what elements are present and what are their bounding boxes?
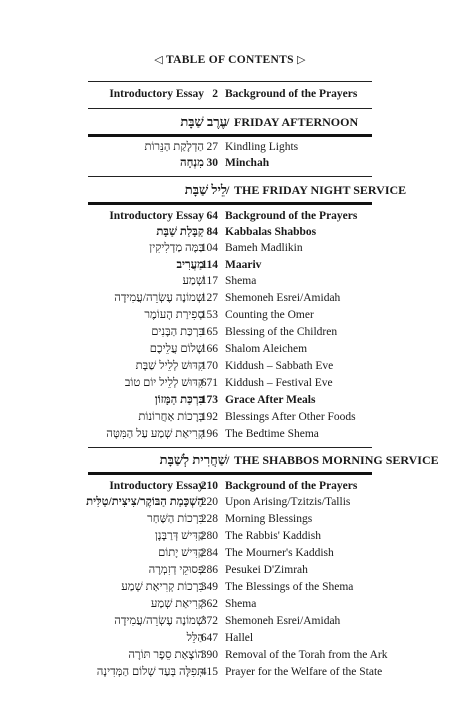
entry-title: Shemoneh Esrei/Amidah xyxy=(225,615,341,627)
page-number: 647 xyxy=(200,632,218,644)
page-number: 349 xyxy=(200,581,218,593)
page-number: 192 xyxy=(200,411,218,423)
entry-title: Morning Blessings xyxy=(225,513,313,525)
page-number: 104 xyxy=(200,242,218,254)
entry-title: Kiddush – Sabbath Eve xyxy=(225,360,334,372)
entry-hebrew: מִנְחָה xyxy=(180,157,204,169)
entry-hebrew: קַדִּישׁ יָתוֹם xyxy=(158,547,204,559)
entry-title: Maariv xyxy=(225,259,262,271)
entry-hebrew: שְׁמַע xyxy=(182,275,204,287)
entry-hebrew: Introductory Essay xyxy=(109,210,204,222)
entry-title: Shemoneh Esrei/Amidah xyxy=(225,292,341,304)
entry-title: The Bedtime Shema xyxy=(225,428,319,440)
toc-entry[interactable] xyxy=(0,409,460,425)
toc-title xyxy=(0,53,460,66)
entry-title: Background of the Prayers xyxy=(225,210,358,222)
page-number: 390 xyxy=(200,649,218,661)
entry-hebrew: הַדְלָקַת הַנֵּרוֹת xyxy=(144,141,204,153)
entry-title: Shalom Aleichem xyxy=(225,343,308,355)
entry-title: Grace After Meals xyxy=(225,394,316,406)
toc-entry[interactable] xyxy=(0,155,460,171)
section-divider xyxy=(88,202,372,205)
divider xyxy=(88,447,372,448)
title-right-ornament: ▷ xyxy=(296,54,306,66)
entry-hebrew: שְׁמוֹנֶה עֶשְׂרֵה/עֲמִידָה xyxy=(114,615,204,627)
toc-entry[interactable] xyxy=(0,664,460,680)
entry-hebrew: בִּרְכַּת הַמָּזוֹן xyxy=(154,394,204,406)
entry-hebrew: סְפִירַת הָעוֹמֶר xyxy=(144,309,204,321)
entry-hebrew: בִּרְכַּת הַבָּנִים xyxy=(151,326,204,338)
toc-entry[interactable] xyxy=(0,494,460,510)
toc-entry[interactable] xyxy=(0,208,460,224)
section-slash: / xyxy=(226,453,230,467)
entry-hebrew: הַשְׁכָּמַת הַבּוֹקֶר/צִיצִית/טַלִּית xyxy=(86,496,204,508)
page-number: 127 xyxy=(200,292,218,304)
page-number: 2 xyxy=(212,88,218,100)
toc-entry[interactable] xyxy=(0,257,460,273)
section-slash: / xyxy=(226,183,230,197)
entry-hebrew: קִדּוּשׁ לְלֵיל יוֹם טוֹב xyxy=(124,377,204,389)
entry-hebrew: קִדּוּשׁ לְלֵיל שַׁבָּת xyxy=(135,360,204,372)
toc-entry[interactable] xyxy=(0,562,460,578)
entry-title: Kabbalas Shabbos xyxy=(225,226,317,238)
divider xyxy=(88,81,372,82)
section-english-title: THE SHABBOS MORNING SERVICE xyxy=(234,453,439,467)
entry-title: Shema xyxy=(225,598,257,610)
toc-entry[interactable] xyxy=(0,392,460,408)
page-number: 284 xyxy=(200,547,218,559)
divider xyxy=(88,108,372,109)
page-number: 84 xyxy=(206,226,218,238)
section-english-title: FRIDAY AFTERNOON xyxy=(234,115,359,129)
toc-entry[interactable] xyxy=(0,224,460,240)
title-left-ornament: ◁ xyxy=(154,54,164,66)
page-number: 117 xyxy=(201,275,218,287)
toc-entry[interactable] xyxy=(0,341,460,357)
intro-label: Introductory Essay xyxy=(109,88,204,100)
page-number: 196 xyxy=(200,428,218,440)
section-header-shabbos-morning xyxy=(0,450,460,470)
entry-hebrew: קְרִיאַת שְׁמַע xyxy=(150,598,204,610)
page-number: 286 xyxy=(200,564,218,576)
entry-title: Kiddush – Festival Eve xyxy=(225,377,333,389)
section-header-friday-afternoon xyxy=(0,112,460,132)
toc-entry[interactable] xyxy=(0,613,460,629)
entry-hebrew: פְּסוּקֵי דְזִמְרָה xyxy=(148,564,204,576)
entry-hebrew: בִּרְכוֹת קְרִיאַת שְׁמַע xyxy=(121,581,204,593)
toc-entry[interactable] xyxy=(0,290,460,306)
toc-entry[interactable] xyxy=(0,478,460,494)
toc-entry[interactable] xyxy=(0,511,460,527)
page-number: 30 xyxy=(206,157,218,169)
toc-entry[interactable] xyxy=(0,139,460,155)
entry-hebrew: קְרִיאַת שְׁמַע עַל הַמִּטָּה xyxy=(106,428,204,440)
entry-title: Hallel xyxy=(225,632,254,644)
toc-entry[interactable] xyxy=(0,307,460,323)
entry-hebrew: בִּרְכוֹת הַשַּׁחַר xyxy=(147,513,204,525)
entry-title: Upon Arising/Tzitzis/Tallis xyxy=(225,496,351,508)
divider xyxy=(88,176,372,177)
entry-title: Shema xyxy=(225,275,257,287)
entry-title: Minchah xyxy=(225,157,270,169)
section-divider xyxy=(88,472,372,475)
toc-entry[interactable] xyxy=(0,545,460,561)
toc-entry[interactable] xyxy=(0,240,460,256)
page-number: 153 xyxy=(200,309,218,321)
page-number: 372 xyxy=(200,615,218,627)
entry-title: Background of the Prayers xyxy=(225,480,358,492)
entry-hebrew: שָׁלוֹם עֲלֵיכֶם xyxy=(149,343,204,355)
entry-hebrew: Introductory Essay xyxy=(109,480,204,492)
toc-entry[interactable] xyxy=(0,273,460,289)
entry-title: Blessing of the Children xyxy=(225,326,338,338)
entry-title: Kindling Lights xyxy=(225,141,299,153)
page-number: 166 xyxy=(200,343,218,355)
entry-title: Prayer for the Welfare of the State xyxy=(225,666,383,678)
page-number: 210 xyxy=(200,480,218,492)
entry-hebrew: קַדִּישׁ דְּרַבָּנָן xyxy=(154,530,204,542)
section-header-friday-night xyxy=(0,180,460,200)
page-number: 173 xyxy=(200,394,218,406)
page-number: 280 xyxy=(200,530,218,542)
entry-title: Background of the Prayers xyxy=(225,88,358,100)
toc-entry[interactable] xyxy=(0,426,460,442)
page-number: 64 xyxy=(206,210,218,222)
toc-entry[interactable] xyxy=(0,375,460,391)
section-hebrew-title: שַׁחֲרִית לְשַׁבָּת xyxy=(159,452,227,467)
toc-entry[interactable] xyxy=(0,358,460,374)
entry-title: Bameh Madlikin xyxy=(225,242,303,254)
entry-hebrew: הַלֵּל xyxy=(186,632,204,644)
section-slash: / xyxy=(226,115,230,129)
toc-entry[interactable] xyxy=(0,630,460,646)
entry-hebrew: הוֹצָאַת סֵפֶר תּוֹרָה xyxy=(128,649,204,661)
toc-entry[interactable] xyxy=(0,596,460,612)
entry-title: The Mourner's Kaddish xyxy=(225,547,334,559)
section-english-title: THE FRIDAY NIGHT SERVICE xyxy=(234,183,407,197)
page-number: 114 xyxy=(201,259,218,271)
toc-entry[interactable] xyxy=(0,324,460,340)
entry-title: The Blessings of the Shema xyxy=(225,581,354,593)
toc-title-text: TABLE OF CONTENTS xyxy=(165,54,294,66)
page-number: 362 xyxy=(200,598,218,610)
entry-hebrew: קַבָּלַת שַׁבָּת xyxy=(156,226,204,238)
intro-row[interactable] xyxy=(0,86,460,102)
section-hebrew-title: עֶרֶב שַׁבָּת xyxy=(180,114,227,129)
page-number: 165 xyxy=(200,326,218,338)
toc-entry[interactable] xyxy=(0,528,460,544)
entry-title: Blessings After Other Foods xyxy=(225,411,356,423)
entry-hebrew: מַעֲרִיב xyxy=(176,259,204,271)
page-number: 170 xyxy=(200,360,218,372)
entry-title: Removal of the Torah from the Ark xyxy=(225,649,388,661)
toc-entry[interactable] xyxy=(0,647,460,663)
entry-title: The Rabbis' Kaddish xyxy=(225,530,321,542)
toc-entry[interactable] xyxy=(0,579,460,595)
entry-title: Pesukei D'Zimrah xyxy=(225,564,308,576)
page-number: 27 xyxy=(206,141,218,153)
page-number: 220 xyxy=(200,496,218,508)
page-number: 415 xyxy=(200,666,218,678)
page-number: 671 xyxy=(200,377,218,389)
entry-hebrew: תְּפִלָּה בְּעַד שְׁלוֹם הַמְּדִינָה xyxy=(96,666,204,678)
entry-title: Counting the Omer xyxy=(225,309,314,321)
section-divider xyxy=(88,134,372,137)
entry-hebrew: שְׁמוֹנֶה עֶשְׂרֵה/עֲמִידָה xyxy=(114,292,204,304)
entry-hebrew: בַּמֶּה מַדְלִיקִין xyxy=(149,242,204,254)
entry-hebrew: בְּרָכוֹת אַחֲרוֹנוֹת xyxy=(138,411,204,423)
section-hebrew-title: לֵיל שַׁבָּת xyxy=(184,182,227,197)
page-number: 228 xyxy=(200,513,218,525)
